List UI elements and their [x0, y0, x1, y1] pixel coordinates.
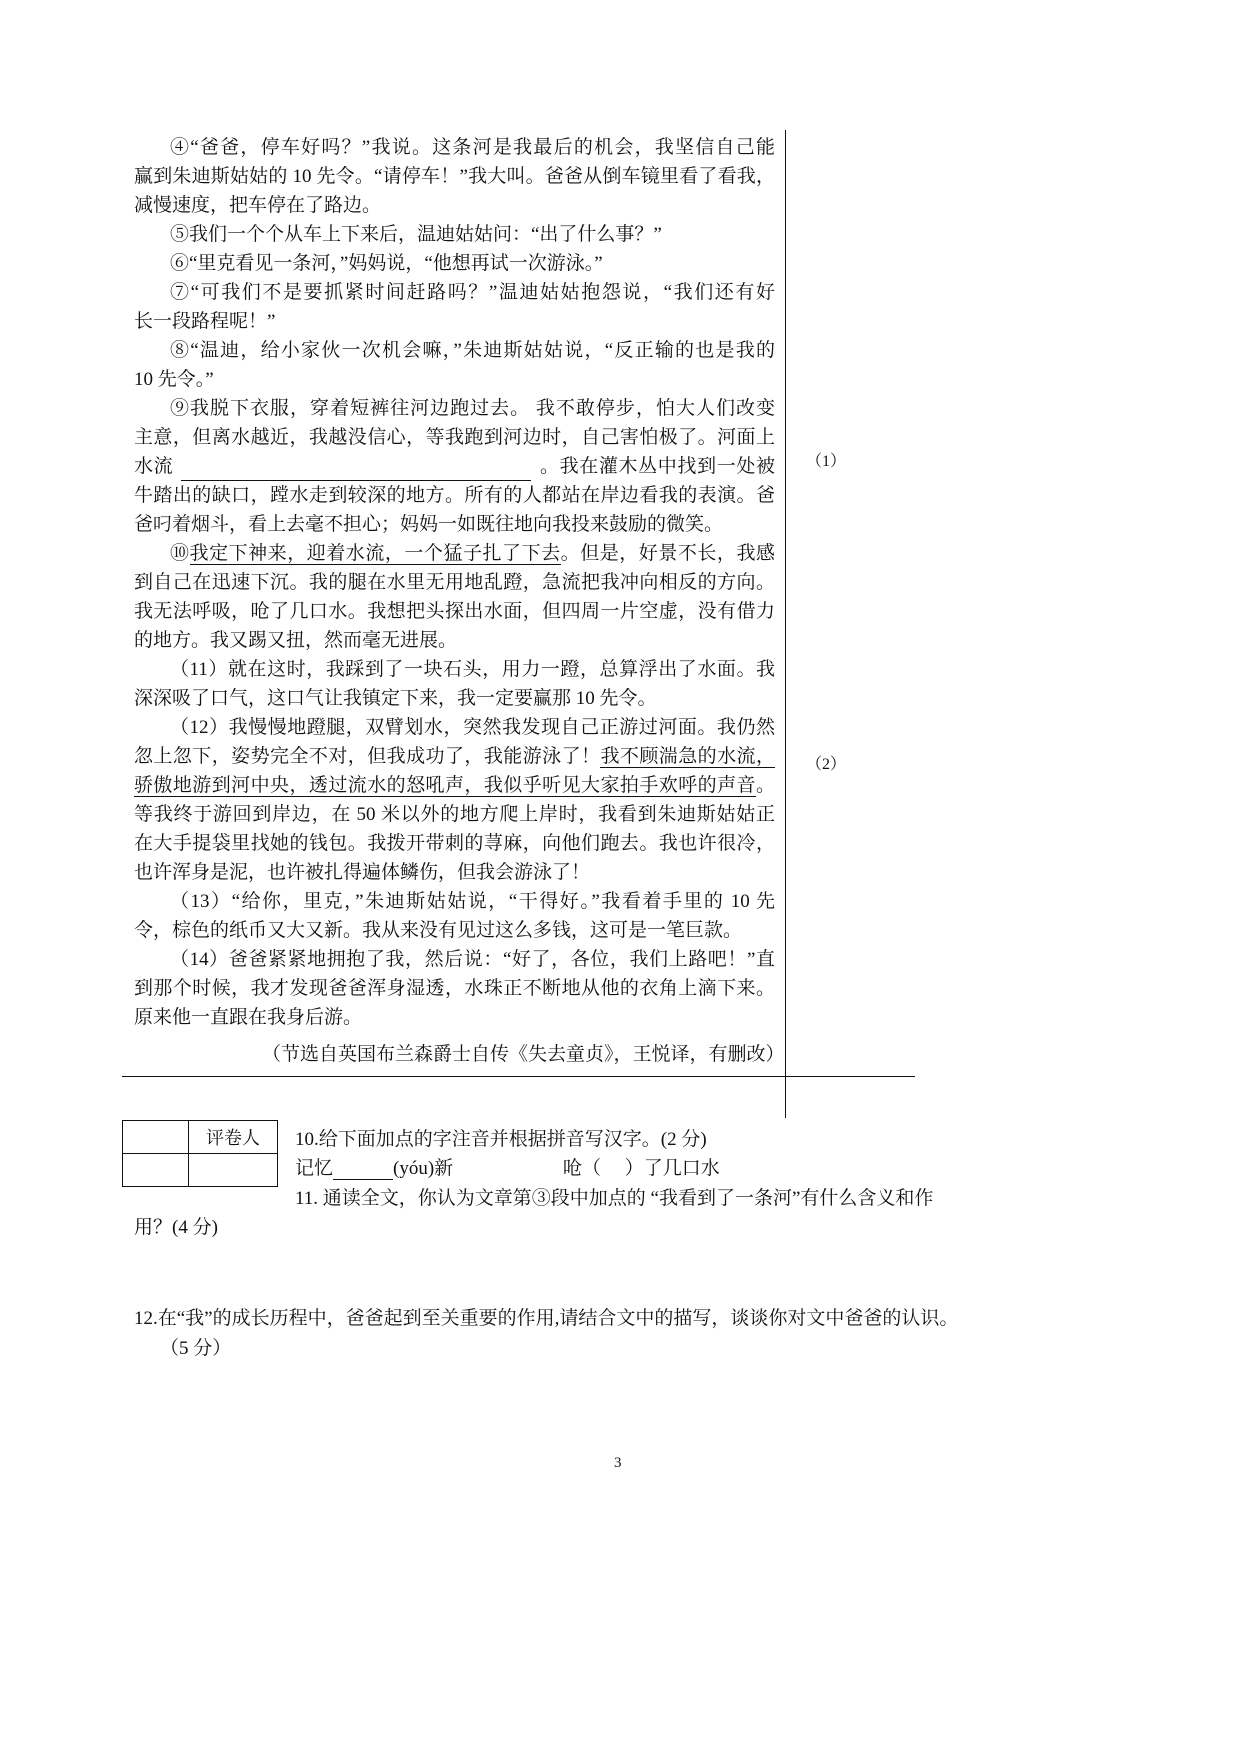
- question-12-line1: 12.在“我”的成长历程中，爸爸起到至关重要的作用,请结合文中的描写，谈谈你对文中爸爸的认识。: [134, 1308, 959, 1329]
- text-segment: ⑤我们一个个从车上下来后，温迪姑姑问：“出了什么事？”: [170, 224, 662, 245]
- text-segment: （12）我慢慢地蹬腿，双臂划水，突然我发现自己正游过河面。我仍然: [170, 717, 775, 738]
- passage-line: [170, 336, 775, 365]
- score-cell: [123, 1121, 189, 1154]
- text-segment: （13）“给你，里克，”朱迪斯姑姑说，“干得好。”我看着手里的 10 先: [170, 891, 775, 912]
- question-10-a: [295, 1153, 453, 1180]
- q10-a-prefix: 记忆: [295, 1158, 334, 1179]
- question-11-line2: 用？(4 分): [134, 1217, 218, 1238]
- passage-line: [134, 307, 775, 336]
- passage-line: [134, 742, 775, 771]
- text-segment: （11）就在这时，我踩到了一块石头，用力一蹬，总算浮出了水面。我: [170, 659, 775, 680]
- score-table: [122, 1120, 278, 1187]
- passage-line: [170, 220, 775, 249]
- text-segment: 的地方。我又踢又扭，然而毫无进展。: [134, 630, 458, 651]
- passage-line: [170, 887, 775, 916]
- text-segment: 忽上忽下，姿势完全不对，但我成功了，我能游泳了！: [134, 746, 601, 767]
- text-segment: 赢到朱迪斯姑姑的 10 先令。“请停车！”我大叫。爸爸从倒车镜里看了看我，: [134, 166, 775, 187]
- passage-line: [134, 568, 775, 597]
- passage-line: [134, 597, 775, 626]
- passage-line: [134, 800, 775, 829]
- text-segment: 深深吸了口气，这口气让我镇定下来，我一定要赢那 10 先令。: [134, 688, 657, 709]
- underlined-sentence: 骄傲地游到河中央，透过流水的怒吼声，我似乎听见大家拍手欢呼的声音: [134, 775, 756, 796]
- passage-line: [134, 191, 775, 220]
- passage-line: [170, 655, 775, 684]
- text-segment: （14）爸爸紧紧地拥抱了我，然后说：“好了，各位，我们上路吧！”直: [170, 949, 775, 970]
- section-divider: [122, 1076, 915, 1077]
- margin-mark-2: （2）: [806, 756, 847, 773]
- answer-blank[interactable]: [333, 1159, 393, 1180]
- grader-header: 评卷人: [189, 1121, 278, 1154]
- question-11-line1: 11. 通读全文，你认为文章第③段中加点的 “我看到了一条河”有什么含义和作: [295, 1188, 934, 1209]
- text-segment: 减慢速度，把车停在了路边。: [134, 195, 382, 216]
- text-segment: ⑥“里克看见一条河，”妈妈说，“他想再试一次游泳。”: [170, 253, 603, 274]
- passage-line: [134, 829, 775, 858]
- margin-mark-1: （1）: [806, 453, 847, 470]
- passage-line: [134, 162, 775, 191]
- passage-line: [170, 133, 775, 162]
- text-segment: 到那个时候，我才发现爸爸浑身湿透，水珠正不断地从他的衣角上滴下来。: [134, 978, 775, 999]
- passage-line: [134, 510, 775, 539]
- text-segment: 我无法呼吸，呛了几口水。我想把头探出水面，但四周一片空虚，没有借力: [134, 601, 775, 622]
- question-12-line2: （5 分）: [160, 1338, 232, 1359]
- text-segment: 水流: [134, 456, 174, 477]
- text-segment: 牛踏出的缺口，蹚水走到较深的地方。所有的人都站在岸边看我的表演。爸: [134, 485, 775, 506]
- passage-line: [134, 1003, 775, 1032]
- passage-line: [134, 423, 775, 452]
- underlined-sentence: 我定下神来，迎着水流，一个猛子扎了下去: [189, 543, 561, 564]
- text-segment: 也许浑身是泥，也许被扎得遍体鳞伤，但我会游泳了！: [134, 862, 591, 883]
- text-segment: 10 先令。”: [134, 369, 214, 390]
- text-segment: 到自己在迅速下沉。我的腿在水里无用地乱蹬，急流把我冲向相反的方向。: [134, 572, 775, 593]
- text-segment: ⑦“可我们不是要抓紧时间赶路吗？”温迪姑姑抱怨说，“我们还有好: [170, 282, 775, 303]
- text-segment: 。但是，好景不长，我感: [560, 543, 775, 564]
- text-segment: 长一段路程呢！”: [134, 311, 276, 332]
- passage-line: [170, 945, 775, 974]
- text-segment: 等我终于游回到岸边，在 50 米以外的地方爬上岸时，我看到朱迪斯姑姑正: [134, 804, 775, 825]
- text-segment: 。: [755, 775, 775, 796]
- text-segment: 原来他一直跟在我身后游。: [134, 1007, 363, 1028]
- grader-cell: [189, 1154, 278, 1187]
- passage-line: [134, 684, 775, 713]
- passage-line: [134, 916, 775, 945]
- text-segment: ⑧“温迪，给小家伙一次机会嘛，”朱迪斯姑姑说，“反正输的也是我的: [170, 340, 775, 361]
- passage-line: [134, 626, 775, 655]
- passage-line: [170, 249, 775, 278]
- text-segment: ⑨我脱下衣服，穿着短裤往河边跑过去。 我不敢停步，怕大人们改变: [170, 398, 775, 419]
- text-segment: 。我在灌木丛中找到一处被: [539, 456, 775, 477]
- passage-line: [170, 539, 775, 568]
- underlined-sentence: 我不顾湍急的水流，: [600, 746, 775, 767]
- score-cell: [123, 1154, 189, 1187]
- passage-line: [134, 974, 775, 1003]
- text-segment: 在大手提袋里找她的钱包。我拨开带刺的荨麻，向他们跑去。我也许很冷，: [134, 833, 775, 854]
- passage-line: [134, 452, 775, 481]
- passage-line: [134, 771, 775, 800]
- passage-line: [134, 858, 775, 887]
- text-segment: ④“爸爸，停车好吗？”我说。这条河是我最后的机会，我坚信自己能: [170, 137, 775, 158]
- text-segment: 令，棕色的纸币又大又新。我从来没有见过这么多钱，这可是一笔巨款。: [134, 920, 743, 941]
- passage-line: [170, 278, 775, 307]
- passage-line: [170, 394, 775, 423]
- question-10-b: 呛（ ）了几口水: [563, 1158, 720, 1179]
- text-segment: ⑩: [170, 543, 190, 564]
- passage-line: [134, 365, 775, 394]
- q10-a-suffix: (yóu)新: [393, 1158, 454, 1179]
- question-10-title: 10.给下面加点的字注音并根据拼音写汉字。(2 分): [295, 1129, 707, 1150]
- text-segment: 爸叼着烟斗，看上去毫不担心；妈妈一如既往地向我投来鼓励的微笑。: [134, 514, 724, 535]
- fill-in-blank[interactable]: [181, 458, 531, 481]
- passage-line: [170, 713, 775, 742]
- page-number: 3: [614, 1455, 622, 1471]
- passage-line: [134, 481, 775, 510]
- margin-divider: [785, 130, 786, 1118]
- text-segment: 主意，但离水越近，我越没信心，等我跑到河边时，自己害怕极了。河面上: [134, 427, 775, 448]
- passage-source: （节选自英国布兰森爵士自传《失去童贞》，王悦译，有删改）: [262, 1044, 785, 1065]
